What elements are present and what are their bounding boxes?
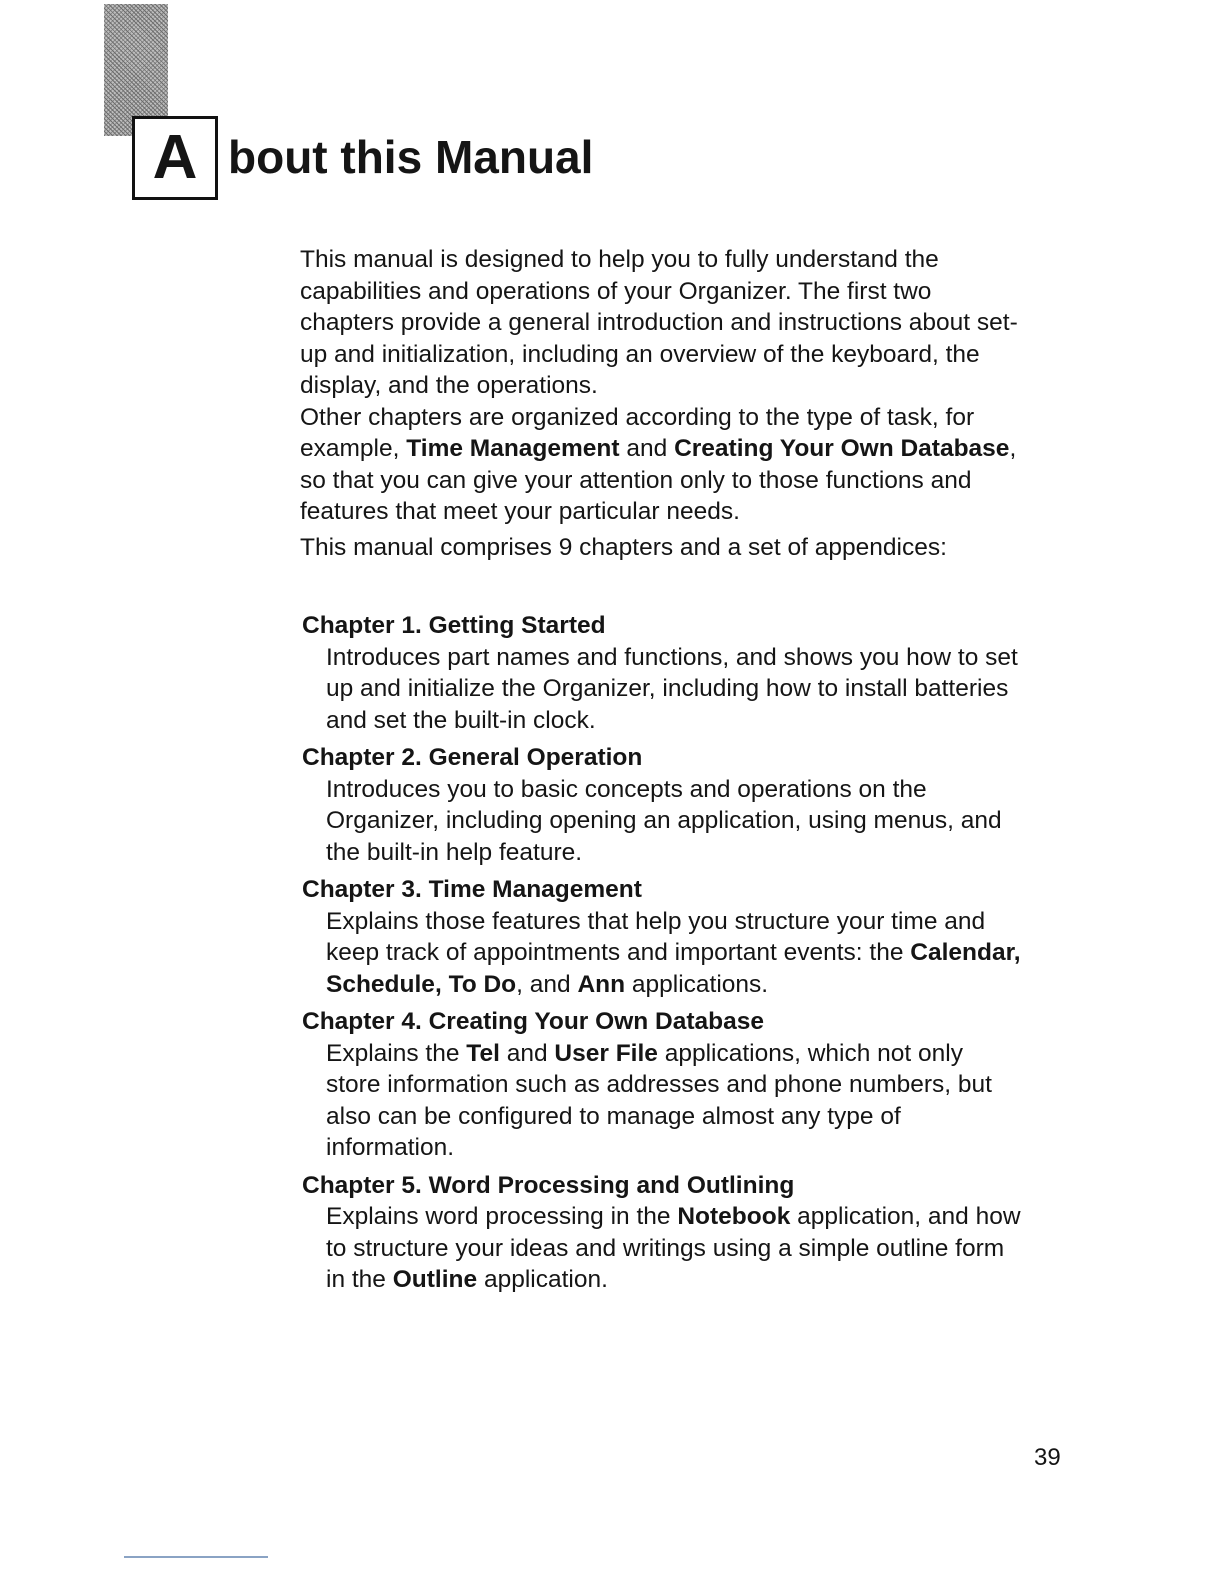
sep-3: , and	[516, 970, 571, 998]
sep-1: ,	[1013, 939, 1021, 966]
bold-creating-database: Creating Your Own Database	[674, 435, 1010, 462]
chapter-list	[302, 610, 1022, 1302]
chapter-5-desc-end: application.	[483, 1266, 608, 1293]
bold-user-file: User File	[554, 1039, 658, 1067]
chapter-2-title: Chapter 2. General Operation	[302, 744, 643, 771]
chapter-4-desc	[302, 1038, 1022, 1164]
chapter-5-desc	[302, 1201, 1022, 1296]
bold-outline: Outline	[392, 1266, 478, 1293]
bold-tel: Tel	[466, 1039, 500, 1067]
chapter-2-desc: Introduces you to basic concepts and operations on the Organizer, including opening an application, using menus, and the built-in help feature.	[326, 775, 1002, 866]
intro-paragraph-1: This manual is designed to help you to fully understand the capabilities and operations of your Organizer. The first two chapters provide a general introduction and instructions about set-up and initialization, including an overview of the keyboard, the display, and the operations.	[300, 246, 1018, 399]
chapter-5	[302, 1170, 1022, 1296]
intro-paragraph-2	[300, 402, 1020, 528]
chapter-4-title: Chapter 4. Creating Your Own Database	[302, 1008, 764, 1035]
chapter-3-desc	[302, 906, 1022, 1001]
page-title: bout this Manual	[228, 131, 594, 183]
chapter-5-desc-text: Explains word processing in the	[326, 1203, 671, 1230]
sep-2: ,	[434, 970, 442, 998]
bold-ann: Ann	[577, 970, 626, 998]
bold-calendar: Calendar	[910, 939, 1014, 966]
intro-section	[300, 244, 1020, 563]
bold-notebook: Notebook	[677, 1203, 791, 1230]
chapter-2	[302, 742, 1022, 868]
chapter-3	[302, 874, 1022, 1000]
intro-p2-text: Other chapters are organized according to the type of task, for example,	[300, 403, 975, 462]
chapter-5-title: Chapter 5. Word Processing and Outlining	[302, 1171, 795, 1199]
chapter-4-desc-end: applications, which not only store information such as addresses and phone numbers, but also can be configured to manage almost any type of information.	[326, 1039, 992, 1161]
intro-p2-and: and	[626, 435, 668, 462]
chapter-1-title: Chapter 1. Getting Started	[302, 612, 606, 639]
page-number: 39	[1034, 1444, 1061, 1471]
chapter-4-and: and	[506, 1039, 548, 1067]
chapter-4-desc-text: Explains the	[326, 1039, 460, 1067]
chapter-5-mid: application, and how to structure your ideas and writings using a simple outline form in the	[326, 1203, 1021, 1293]
title-initial: A	[152, 123, 198, 192]
intro-paragraph-3: This manual comprises 9 chapters and a set of appendices:	[300, 533, 947, 561]
chapter-3-desc-text: Explains those features that help you structure your time and keep track of appointments and important events: the	[326, 907, 986, 966]
chapter-3-title: Chapter 3. Time Management	[302, 876, 642, 903]
footer-rule	[124, 1556, 268, 1558]
chapter-1	[302, 610, 1022, 736]
bold-to-do: To Do	[448, 970, 517, 998]
chapter-1-desc: Introduces part names and functions, and shows you how to set up and initialize the Organizer, including how to install batteries and set the built-in clock.	[326, 643, 1018, 734]
bold-time-management: Time Management	[406, 435, 620, 462]
bold-schedule: Schedule	[326, 970, 435, 998]
title-initial-box	[132, 116, 218, 200]
chapter-3-desc-end: applications.	[631, 970, 769, 998]
chapter-4	[302, 1006, 1022, 1164]
intro-p2-end: , so that you can give your attention only to those functions and features that meet your particular needs.	[300, 435, 1017, 525]
